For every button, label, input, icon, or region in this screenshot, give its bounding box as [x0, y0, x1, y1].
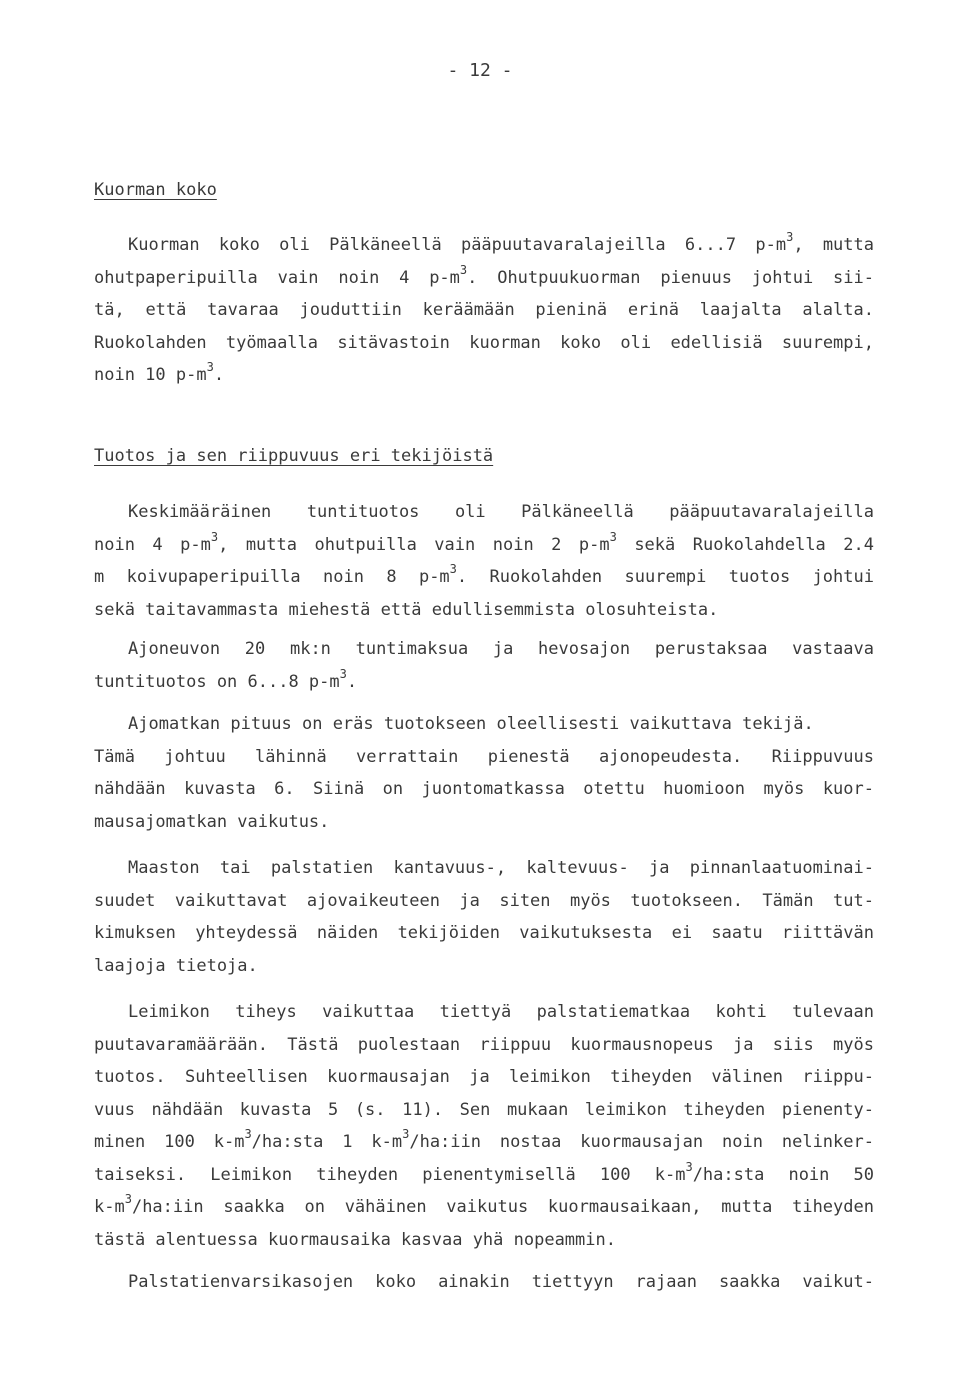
text-line: $k-m^3/ha:iin$ saakka on vähäinen vaikutus kuormausaikaan, mutta tiheyden [94, 1192, 874, 1217]
paragraph [94, 1266, 874, 1299]
text-line: tästä alentuessa kuormausaika kasvaa yhä nopeammin. [94, 1229, 616, 1250]
text-line: Ajomatkan pituus on eräs tuotokseen oleellisesti vaikuttava tekijä. [128, 714, 814, 734]
text-line: kimuksen yhteydessä näiden tekijöiden vaikutuksesta ei saatu riittävän [94, 923, 874, 943]
text-line: noin 4 $p-m^3$, mutta ohutpuilla vain noin 2 $p-m^3$ sekä Ruokolahdella 2.4 [94, 529, 874, 555]
section-heading-load-size: Kuorman koko [94, 180, 217, 200]
text-line: Palstatienvarsikasojen koko ainakin tiettyyn rajaan saakka vaikut- [128, 1272, 874, 1292]
section-heading-output: Tuotos ja sen riippuvuus eri tekijöistä [94, 446, 494, 466]
paragraph [94, 996, 874, 1256]
page-number: - 12 - [447, 60, 513, 81]
text-line: taiseksi. Leimikon tiheyden pienentymisellä 100 $k-m^3/ha:sta$ noin 50 [94, 1159, 874, 1185]
text-line: noin 10 $p-m^3$. [94, 360, 225, 385]
paragraph [94, 852, 874, 982]
text-line: tä, että tavaraa jouduttiin keräämään pieninä erinä laajalta alalta. [94, 300, 874, 320]
paragraph [94, 633, 874, 698]
text-line: tuotos. Suhteellisen kuormausajan ja leimikon tiheyden välinen riippu- [94, 1067, 874, 1087]
text-line: minen 100 $k-m^3/ha:sta$ 1 $k-m^3/ha:iin$ nostaa kuormausajan noin nelinker- [94, 1127, 874, 1152]
text-line: laajoja tietoja. [94, 955, 258, 976]
text-line: puutavaramäärään. Tästä puolestaan riippuu kuormausnopeus ja siis myös [94, 1034, 874, 1055]
text-line: mausajomatkan vaikutus. [94, 811, 330, 832]
text-line: Ajoneuvon 20 mk:n tuntimaksua ja hevosajon perustaksaa vastaava [128, 639, 874, 659]
text-line: Kuorman koko oli Pälkäneellä pääpuutavaralajeilla 6...7 $p-m^3$, mutta [128, 230, 874, 255]
text-line: sekä taitavammasta miehestä että edullisemmista olosuhteista. [94, 599, 719, 620]
text-line: Ruokolahden työmaalla sitävastoin kuorman koko oli edellisiä suurempi, [94, 332, 874, 353]
text-line: nähdään kuvasta 6. Siinä on juontomatkassa otettu huomioon myös kuor- [94, 779, 874, 799]
text-line: Keskimääräinen tuntituotos oli Pälkäneellä pääpuutavaralajeilla [128, 502, 874, 522]
text-line: suudet vaikuttavat ajovaikeuteen ja siten myös tuotokseen. Tämän tut- [94, 890, 874, 911]
paragraph [94, 708, 874, 838]
text-line: Tämä johtuu lähinnä verrattain pienestä ajonopeudesta. Riippuvuus [94, 746, 874, 767]
text-line: tuntituotos on 6...8 $p-m^3$. [94, 666, 358, 692]
text-line: m koivupaperipuilla noin 8 $p-m^3$. Ruokolahden suurempi tuotos johtui [94, 562, 874, 587]
text-line: ohutpaperipuilla vain noin 4 $p-m^3$. Ohutpuukuorman pienuus johtui sii- [94, 262, 874, 288]
paragraph [94, 229, 874, 392]
text-line: Maaston tai palstatien kantavuus-, kaltevuus- ja pinnanlaatuominai- [128, 858, 874, 878]
paragraph [94, 496, 874, 626]
text-line: Leimikon tiheys vaikuttaa tiettyä palstatiematkaa kohti tulevaan [128, 1002, 874, 1022]
text-line: vuus nähdään kuvasta 5 (s. 11). Sen mukaan leimikon tiheyden pienenty- [94, 1099, 874, 1120]
